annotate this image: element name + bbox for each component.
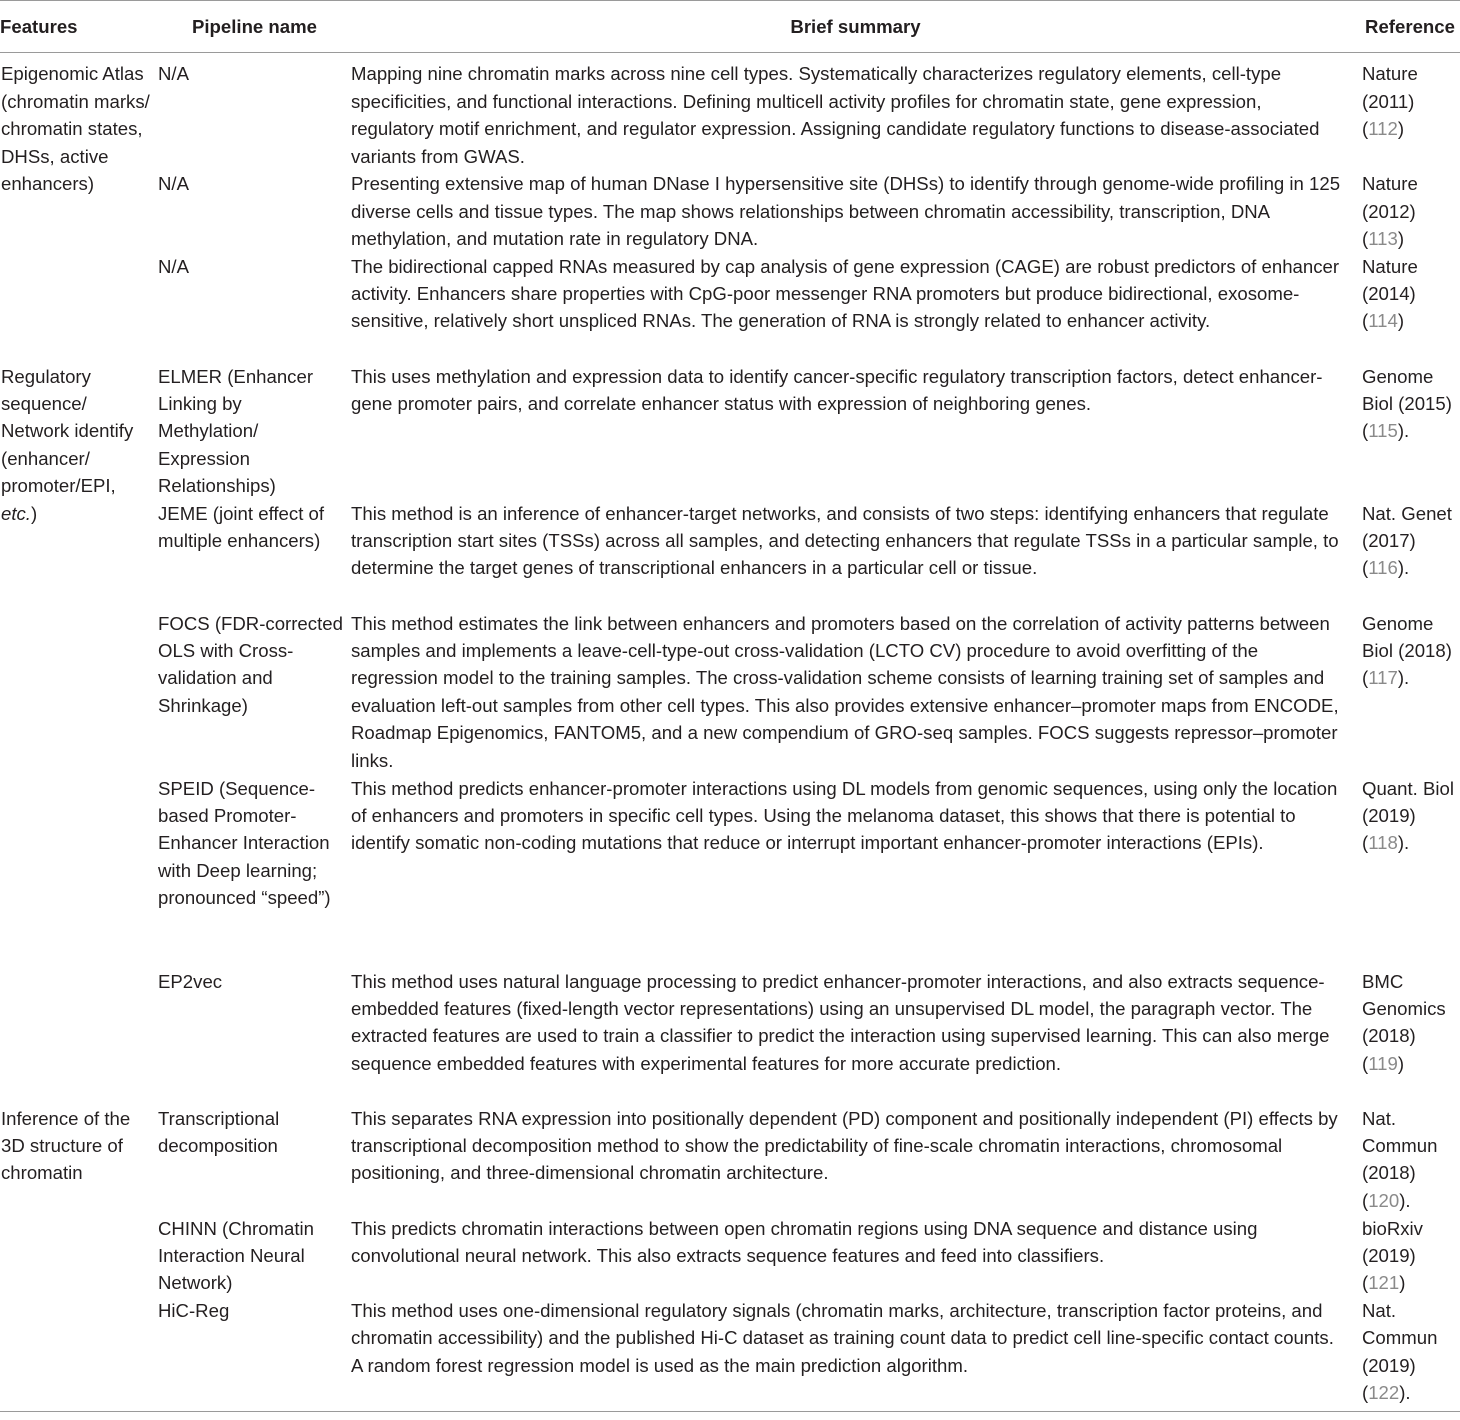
summary-cell: This uses methylation and expression data to identify cancer-specific regulatory transcription factors, detect enhancer-gene promoter pairs, and correlate enhancer status with expression of neighboring genes. [351,365,1323,415]
summary-cell: This separates RNA expression into positionally dependent (PD) component and positionally independent (PI) effects by transcriptional decomposition method to show the predictability of fine-scale chromatin interactions, chromosomal positioning, and three-dimensional chromatin architecture. [351,1107,1338,1184]
reference-link[interactable]: 112 [1368,118,1398,140]
reference-cell [1360,1297,1460,1412]
reference-link[interactable]: 117 [1368,667,1398,689]
reference-cell [1360,363,1460,500]
reference-cell [1360,253,1460,363]
summary-cell: Presenting extensive map of human DNase I hypersensitive site (DHSs) to identify through genome-wide profiling in 125 diverse cells and tissue types. The map shows relationships between chromatin accessibility, transcription, DNA methylation, and mutation rate in regulatory DNA. [351,173,1341,250]
table-row [0,500,1460,610]
pipeline-cell: N/A [158,173,189,195]
reference-end: ). [1397,832,1410,854]
reference-link[interactable]: 120 [1368,1189,1400,1211]
feature-cell-epigenomic: Epigenomic Atlas (chromatin marks/ chromatin states, DHSs, active enhancers) [1,63,150,195]
reference-end: ). [1397,420,1410,442]
header-pipeline-name: Pipeline name [191,16,318,37]
reference-cell [1360,968,1460,1105]
summary-cell: This method uses natural language processing to predict enhancer-promoter interactions, and also extracts sequence-embedded features (fixed-length vector representations) using an unsupervised DL model, the paragraph vector. The extracted features are used to train a classifier to predict the interaction using supervised learning. This can also merge sequence embedded features with experimental features for more accurate prediction. [351,970,1330,1074]
summary-cell: This method is an inference of enhancer-target networks, and consists of two steps: identifying enhancers that regulate transcription start sites (TSSs) across all samples, and detecting enhancers that regulate TSSs in a particular sample, to determine the target genes of transcriptional enhancers in a particular cell or tissue. [351,502,1339,579]
feature-cell-regulatory [0,363,158,1105]
reference-text: Nature (2012) ( [1362,173,1418,250]
reference-cell [1360,170,1460,252]
reference-cell [1360,775,1460,968]
pipeline-cell: Transcriptional decomposition [158,1107,280,1157]
reference-link[interactable]: 114 [1368,310,1398,332]
pipeline-cell: CHINN (Chromatin Interaction Neural Network) [158,1217,315,1294]
pipeline-cell: EP2vec [158,970,223,992]
reference-end: ). [1399,1189,1411,1211]
reference-end: ) [1397,118,1405,140]
feature-regulatory-close: ) [30,502,38,524]
reference-link[interactable]: 118 [1368,832,1398,854]
reference-end: ). [1399,1382,1411,1404]
pipeline-cell: JEME (joint effect of multiple enhancers) [158,502,325,552]
reference-end: ) [1399,1272,1406,1294]
reference-text: Genome Biol (2015) ( [1362,365,1452,442]
bottom-rule-cell [0,1411,1460,1412]
reference-end: ) [1397,310,1405,332]
reference-cell [1360,500,1460,610]
reference-link[interactable]: 115 [1368,420,1398,442]
reference-text: Nature (2011) ( [1362,63,1418,140]
reference-cell [1360,1105,1460,1215]
reference-link[interactable]: 116 [1368,557,1398,579]
feature-regulatory-etc: etc. [1,502,31,524]
reference-text: Nature (2014) ( [1362,255,1418,332]
summary-cell: This method uses one-dimensional regulatory signals (chromatin marks, architecture, transcription factor proteins, and chromatin accessibility) and the published Hi-C dataset as training count data to predict cell line-specific contact counts. A random forest regression model is used as the main prediction algorithm. [351,1299,1334,1376]
feature-regulatory-text: Regulatory sequence/ Network identify (enhancer/ promoter/EPI, [1,365,134,497]
reference-link[interactable]: 113 [1368,228,1398,250]
reference-link[interactable]: 122 [1368,1382,1400,1404]
reference-end: ) [1397,228,1405,250]
table-row [0,968,1460,1105]
table-row [0,1215,1460,1297]
feature-cell-inference: Inference of the 3D structure of chromatin [1,1107,131,1184]
table-row [0,363,1460,500]
reference-link[interactable]: 119 [1368,1052,1398,1074]
reference-text: Genome Biol (2018) ( [1362,612,1452,689]
reference-end: ). [1397,667,1410,689]
header-row [0,1,1460,53]
header-brief-summary: Brief summary [790,16,921,37]
reference-link[interactable]: 121 [1368,1272,1400,1294]
reference-cell [1360,1215,1460,1297]
summary-cell: Mapping nine chromatin marks across nine cell types. Systematically characterizes regulatory elements, cell-type specificities, and functional interactions. Defining multicell activity profiles for chromatin state, gene expression, regulatory motif enrichment, and regulator expression. Assigning candidate regulatory functions to disease-associated variants from GWAS. [351,63,1320,167]
table-row [0,253,1460,363]
table-row [0,170,1460,252]
reference-text: Quant. Biol (2019) ( [1362,777,1454,854]
header-features: Features [0,16,78,37]
pipeline-cell: FOCS (FDR-corrected OLS with Cross-validation and Shrinkage) [158,612,343,716]
pipeline-cell: HiC-Reg [158,1299,230,1321]
table-row [0,53,1460,171]
table-row [0,1105,1460,1215]
summary-cell: The bidirectional capped RNAs measured by cap analysis of gene expression (CAGE) are robust predictors of enhancer activity. Enhancers share properties with CpG-poor messenger RNA promoters but produce bidirectional, exosome-sensitive, relatively short unspliced RNAs. The generation of RNA is strongly related to enhancer activity. [351,255,1340,332]
reference-cell [1360,53,1460,171]
reference-text: bioRxiv (2019) ( [1362,1217,1423,1294]
table-row [0,1297,1460,1412]
reference-text: Nat. Commun (2019) ( [1362,1299,1438,1404]
pipeline-cell: SPEID (Sequence-based Promoter-Enhancer Interaction with Deep learning; pronounced “speed”) [158,777,331,909]
reference-end: ). [1397,557,1410,579]
reference-text: BMC Genomics (2018) ( [1362,970,1446,1074]
reference-end: ) [1397,1052,1405,1074]
table-bottom-rule [0,1411,1460,1412]
table-row [0,775,1460,968]
pipeline-cell: N/A [158,255,189,277]
table-row [0,610,1460,775]
summary-cell: This method estimates the link between enhancers and promoters based on the correlation of activity patterns between samples and implements a leave-cell-type-out cross-validation (LCTO CV) procedure to avoid overfitting of the regression model to the training samples. The cross-validation scheme consists of learning training set of samples and evaluation left-out samples from other cell types. This also provides extensive enhancer–promoter maps from ENCODE, Roadmap Epigenomics, FANTOM5, and a new compendium of GRO-seq samples. FOCS suggests repressor–promoter links. [351,612,1339,771]
pipeline-cell: ELMER (Enhancer Linking by Methylation/ Expression Relationships) [158,365,314,497]
pipeline-cell: N/A [158,63,189,85]
summary-cell: This method predicts enhancer-promoter interactions using DL models from genomic sequences, using only the location of enhancers and promoters in specific cell types. Using the melanoma dataset, this shows that there is potential to identify somatic non-coding mutations that reduce or interrupt important enhancer-promoter interactions (EPIs). [351,777,1338,854]
reference-text: Nat. Genet (2017) ( [1362,502,1452,579]
reference-cell [1360,610,1460,775]
header-reference: Reference [1365,16,1455,37]
reference-text: Nat. Commun (2018) ( [1362,1107,1438,1211]
summary-cell: This predicts chromatin interactions between open chromatin regions using DNA sequence and distance using convolutional neural network. This also extracts sequence features and feed into classifiers. [351,1217,1258,1267]
